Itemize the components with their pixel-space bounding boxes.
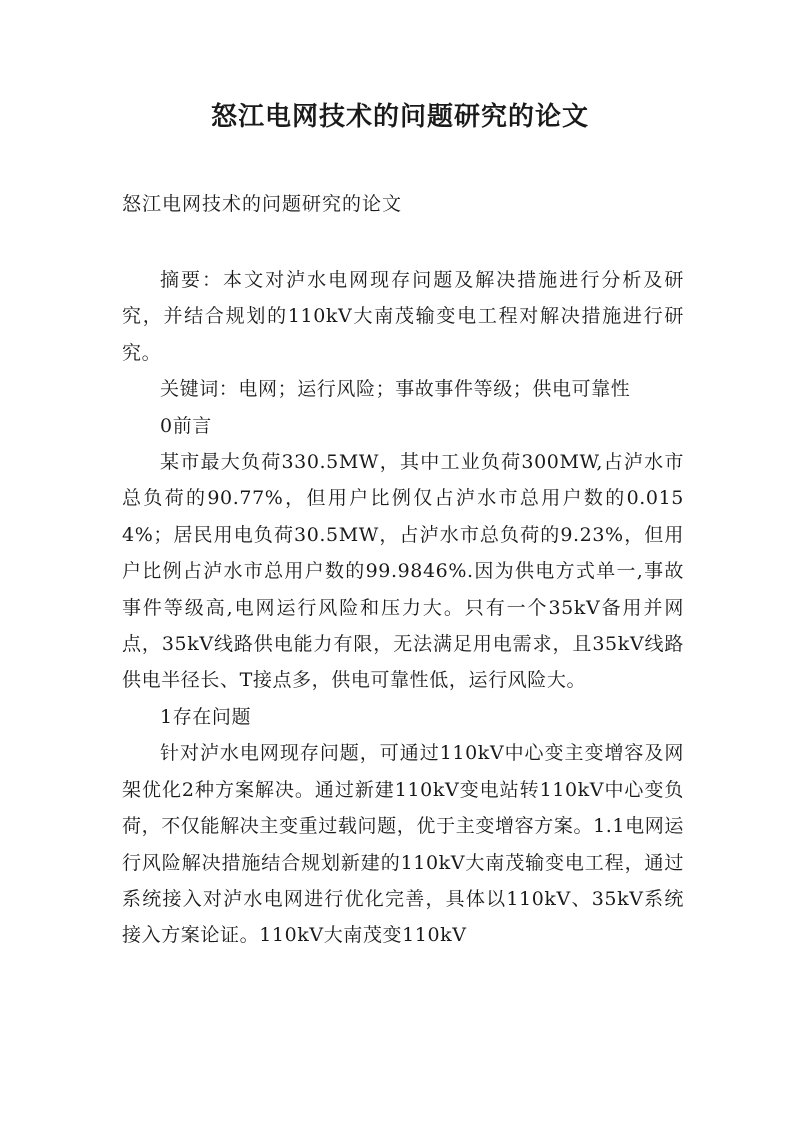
body-paragraph: 某市最大负荷330.5MW，其中工业负荷300MW,占泸水市总负荷的90.77%，但用户比例仅占泸水市总用户数的0.0154%；居民用电负荷30.5MW，占泸水市总负荷的9.23%，但用户比例占泸水市总用户数的99.9846%.因为供电方式单一,事故事件等级高,电网运行风险和压力大。只有一个35kV备用并网点，35kV线路供电能力有限，无法满足用电需求，且35kV线路供电半径长、T接点多，供电可靠性低，运行风险大。 xyxy=(122,451,684,692)
section-heading-problems: 1存在问题 xyxy=(160,705,252,728)
body-paragraph: 针对泸水电网现存问题，可通过110kV中心变主变增容及网架优化2种方案解决。通过新建110kV变电站转110kV中心变负荷，不仅能解决主变重过载问题，优于主变增容方案。1.1电网运行风险解决措施结合规划新建的110kV大南茂输变电工程，通过系统接入对泸水电网进行优化完善，具体以110kV、35kV系统接入方案论证。110kV大南茂变110kV xyxy=(122,742,684,947)
document-title: 怒江电网技术的问题研究的论文 xyxy=(210,102,589,132)
document-subtitle: 怒江电网技术的问题研究的论文 xyxy=(122,193,403,215)
abstract-paragraph: 摘要：本文对泸水电网现存问题及解决措施进行分析及研究，并结合规划的110kV大南茂输变电工程对解决措施进行研究。 xyxy=(122,269,684,364)
document-body xyxy=(122,262,684,954)
keywords-paragraph: 关键词：电网；运行风险；事故事件等级；供电可靠性 xyxy=(160,378,631,401)
section-heading-preface: 0前言 xyxy=(160,414,212,437)
